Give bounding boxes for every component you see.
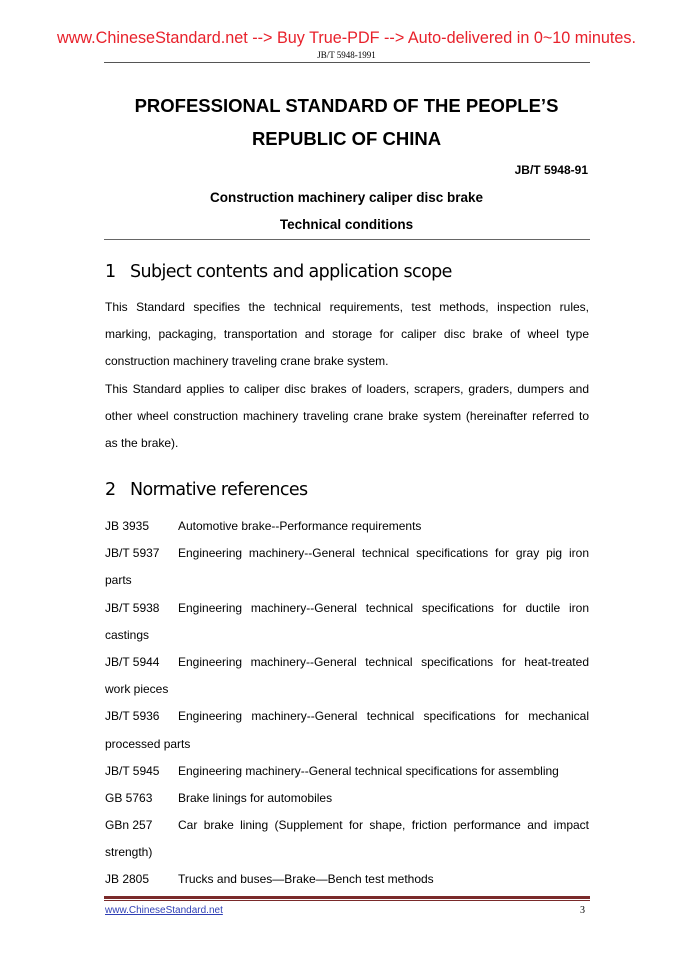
reference-title: Engineering machinery--General technical specifications for mechanical (178, 709, 589, 724)
document-subtitle-2: Technical conditions (279, 217, 414, 232)
paragraph-line: construction machinery traveling crane brake system. (105, 354, 389, 369)
running-header-code: JB/T 5948-1991 (317, 50, 376, 60)
document-title-line1: PROFESSIONAL STANDARD OF THE PEOPLE’S (134, 95, 559, 116)
reference-title-continued: parts (105, 573, 132, 588)
header-divider (104, 62, 590, 63)
footer-rule-thin (104, 900, 590, 901)
reference-title: Engineering machinery--General technical specifications for gray pig iron (178, 546, 589, 561)
reference-code: JB 3935 (105, 519, 150, 533)
standard-code: JB/T 5948-91 (514, 163, 588, 177)
reference-code: JB/T 5945 (105, 763, 160, 778)
reference-title-continued: castings (105, 627, 150, 642)
paragraph-line: This Standard specifies the technical requirements, test methods, inspection rules, (105, 300, 589, 314)
paragraph-line: other wheel construction machinery traveling crane brake system (hereinafter referred to (105, 408, 589, 423)
section-title: Normative references (130, 480, 308, 500)
reference-code: JB 2805 (105, 872, 150, 887)
document-title-line2: REPUBLIC OF CHINA (251, 128, 442, 149)
section-heading-1 (105, 262, 452, 282)
section-1-body (105, 294, 589, 457)
paragraph-line: marking, packaging, transportation and storage for caliper disc brake of wheel type (105, 327, 589, 342)
document-subtitle: Construction machinery caliper disc brake (209, 190, 484, 205)
reference-code: GB 5763 (105, 790, 153, 805)
reference-item (105, 649, 589, 703)
reference-title: Trucks and buses—Brake—Bench test methods (178, 872, 434, 887)
reference-code: JB/T 5944 (105, 654, 160, 669)
reference-title-continued: strength) (105, 845, 153, 860)
paragraph-line: as the brake). (105, 435, 179, 450)
title-divider (104, 239, 590, 240)
reference-title: Engineering machinery--General technical specifications for heat-treated (178, 654, 589, 669)
reference-code: JB/T 5936 (105, 709, 160, 724)
section-number: 1 (105, 262, 116, 282)
reference-item (105, 595, 589, 649)
section-heading-2 (105, 480, 308, 500)
reference-code: JB/T 5938 (105, 600, 160, 615)
reference-title-continued: work pieces (105, 682, 169, 697)
page-number: 3 (580, 905, 585, 916)
reference-item (105, 785, 589, 812)
paragraph-line: This Standard applies to caliper disc brakes of loaders, scrapers, graders, dumpers and (105, 381, 589, 396)
reference-title: Engineering machinery--General technical specifications for assembling (178, 763, 559, 778)
footer-rule (104, 896, 590, 899)
footer-website-link[interactable]: www.ChineseStandard.net (105, 905, 223, 916)
reference-title: Car brake lining (Supplement for shape, friction performance and impact (178, 818, 589, 833)
reference-list (105, 513, 589, 894)
reference-item (105, 812, 589, 866)
reference-title: Automotive brake--Performance requirements (178, 519, 422, 533)
reference-item (105, 513, 589, 540)
reference-code: JB/T 5937 (105, 546, 160, 561)
promo-banner[interactable]: www.ChineseStandard.net --> Buy True-PDF --> Auto-delivered in 0~10 minutes. (57, 29, 636, 47)
section-title: Subject contents and application scope (130, 262, 452, 282)
section-number: 2 (105, 480, 116, 500)
reference-item (105, 703, 589, 757)
reference-item (105, 758, 589, 785)
reference-title: Engineering machinery--General technical specifications for ductile iron (178, 600, 589, 615)
reference-item (105, 540, 589, 594)
reference-code: GBn 257 (105, 818, 153, 833)
reference-title: Brake linings for automobiles (178, 790, 333, 805)
reference-item (105, 866, 589, 893)
reference-title-continued: processed parts (105, 736, 191, 751)
